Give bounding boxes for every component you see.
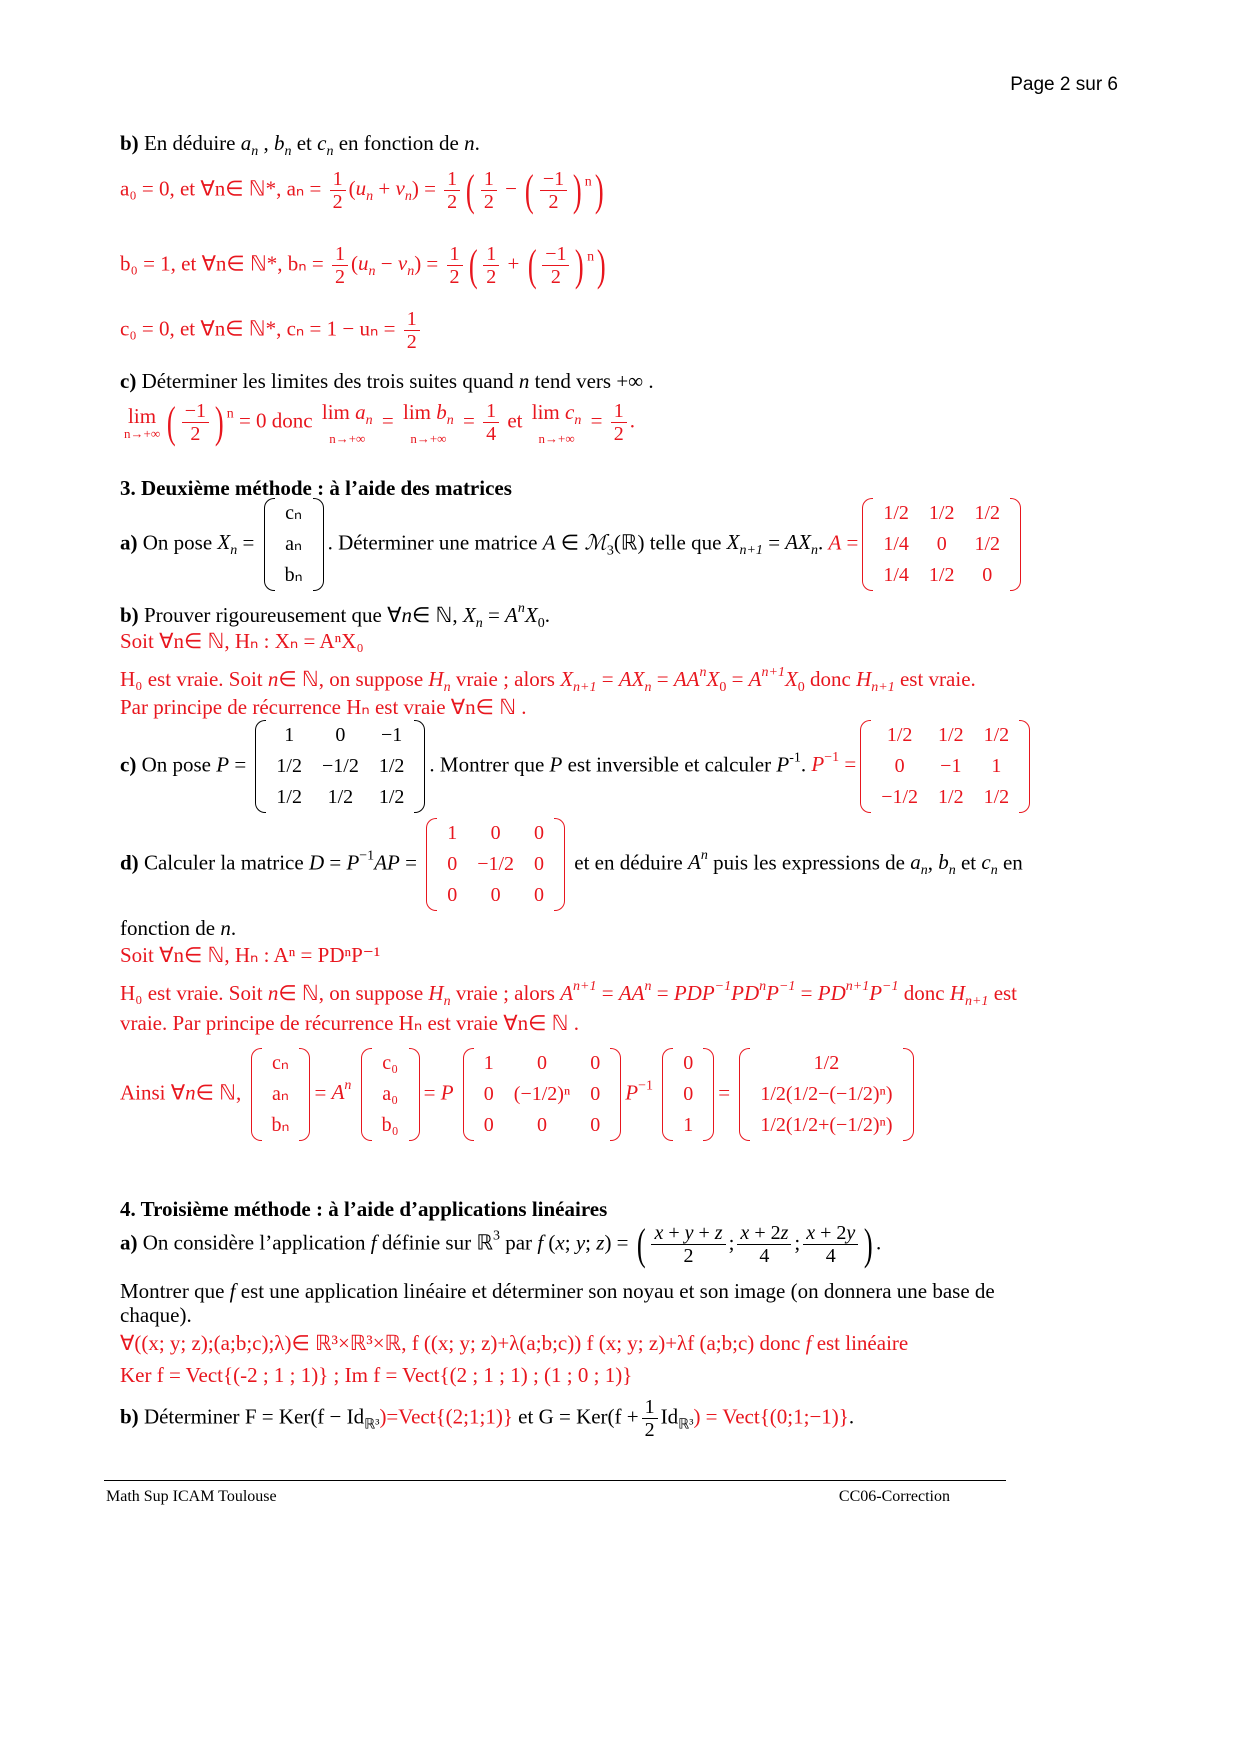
answer-4a-linearity: ∀((x; y; z);(a;b;c);λ)∈ ℝ³×ℝ³×ℝ, f ((x; y; z)+λ(a;b;c)) f (x; y; z)+λf (a;b;c) donc f est linéaire [120,1331,909,1355]
matrix-D-cell: 0 [447,884,458,906]
vector-e3-cell: 1 [683,1114,694,1136]
proof-3b-hypothesis: Soit ∀n∈ ℕ, Hₙ : Xₙ = AⁿX₀ [120,629,364,653]
proof-3d-conclusion: vraie. Par principe de récurrence Hₙ est vraie ∀n∈ ℕ . [120,1011,579,1035]
proof-3d-step: H₀ est vraie. Soit n∈ ℕ, on suppose $H_n$ vraie ; alors $A^{n+1} = AA^n = PDP^{-1}PD^nP^{-1} = PD^{n+1}P^{-1}$ donc $H_{n+1}$ est [120,979,1018,1009]
matrix-Dn-cell: 0 [537,1052,548,1074]
matrix-Dn-cell: 0 [537,1114,548,1136]
question-3b: b) Prouver rigoureusement que ∀n∈ ℕ, $X_n = A^nX_0$. [120,601,550,631]
matrix-P-inverse [860,720,1030,813]
matrix-Xn [264,498,324,591]
matrix-A-cell: 1/2 [974,533,1001,555]
question-3c: c) On pose P = 1 0 −1 1/2 −1/2 1/2 1/2 1/2 1/2 . Montrer que P est inversible et calculer $P^{-1}$. $P^{-1}$ = 1/2 1/2 1/2 0 −1 1 −1/2 1/2 1/2 [120,720,1034,813]
matrix-P-inverse-cell: −1 [940,755,962,777]
footer-rule [104,1480,1006,1481]
footer-right: CC06-Correction [838,1488,950,1505]
matrix-A-cell: 1/2 [928,564,955,586]
matrix-P-cell: 1 [284,724,295,746]
matrix-P-cell: 1/2 [378,786,405,808]
answer-cn: c₀ = 0, et ∀n∈ ℕ*, cₙ = 1 − uₙ = $\frac{1}{2}$ [120,308,423,353]
vector-result-cell: 1/2(1/2+(−1/2)ⁿ) [760,1114,893,1136]
question-4a: a) On considère l’application f définie sur ℝ$^3$ par f (x; y; z) = ( $\frac{x + y + z}{2}$ ; $\frac{x + 2z}{4}$ ; $\frac{x + 2y}{4}$ ) . [120,1219,882,1269]
matrix-A-cell: 0 [982,564,993,586]
vector-X0 [361,1048,420,1141]
matrix-D [426,818,565,911]
matrix-P-cell: 1/2 [276,755,302,777]
vector-X0-cell: c₀ [382,1052,399,1074]
matrix-P-cell: 0 [335,724,346,746]
vector-Xn-cell: aₙ [272,1083,289,1105]
matrix-A-cell: 1/2 [883,502,909,524]
matrix-A-cell: 1/2 [974,502,1001,524]
answer-bn: b₀ = 1, et ∀n∈ ℕ*, bₙ = $\frac{1}{2}$ $(u_n - v_n)$ = $\frac{1}{2}$ ( $\frac{1}{2}$ + ( $\frac{-1}{2}$ ) $^n$) [120,240,606,290]
matrix-D-cell: −1/2 [477,853,515,875]
vector-e3-cell: 0 [683,1052,694,1074]
matrix-A-cell: 0 [936,533,947,555]
question-3a: a) On pose $X_n$ = cₙ aₙ bₙ . Déterminer une matrice A ∈ ℳ$_3$(ℝ) telle que $X_{n+1} = AX_n$. A = 1/2 1/2 1/2 1/4 0 1/2 1/4 1/2 0 [120,498,1025,591]
matrix-P-inverse-cell: 1/2 [983,786,1010,808]
vector-Xn-cell: bₙ [271,1114,290,1136]
page-number: Page 2 sur 6 [1010,74,1118,95]
vector-result [739,1048,913,1141]
answer-an: a₀ = 0, et ∀n∈ ℕ*, aₙ = $\frac{1}{2}$ $(u_n + v_n)$ = $\frac{1}{2}$ ( $\frac{1}{2}$ − ( $\frac{-1}{2}$ ) $^n$) [120,165,604,215]
matrix-Xn-cell: bₙ [284,564,303,586]
matrix-Dn [463,1048,621,1141]
matrix-D-cell: 0 [534,853,545,875]
matrix-Dn-cell: 0 [590,1083,601,1105]
matrix-D-cell: 0 [447,853,458,875]
matrix-A [862,498,1021,591]
matrix-D-cell: 0 [534,822,545,844]
matrix-P [255,720,425,813]
matrix-D-cell: 0 [490,822,501,844]
question-4a-text: Montrer que f est une application linéaire et déterminer son noyau et son image (on donnera une base de [120,1279,995,1303]
question-2b: b) En déduire $a_n$ , $b_n$ et $c_n$ en fonction de n. [120,131,480,159]
matrix-P-inverse-cell: −1/2 [881,786,919,808]
matrix-Xn-cell: cₙ [285,502,302,524]
matrix-P-cell: −1/2 [321,755,359,777]
footer-left: Math Sup ICAM Toulouse [106,1488,277,1505]
matrix-P-inverse-cell: 1/2 [938,724,964,746]
matrix-Dn-cell: 1 [483,1052,494,1074]
matrix-Dn-cell: 0 [590,1052,601,1074]
matrix-A-cell: 1/4 [883,564,909,586]
proof-3d-hypothesis: Soit ∀n∈ ℕ, Hₙ : Aⁿ = PDⁿP⁻¹ [120,943,381,967]
answer-limits: lim n→+∞ ( $\frac{-1}{2}$ ) $^n$ = 0 donc $\lim a_n$ n→+∞ = $\lim b_n$ n→+∞ = $\frac{1}{4}$ et $\lim c_n$ n→+∞ = $\frac{1}{2}$ . [124,397,635,447]
matrix-A-cell: 1/4 [883,533,909,555]
matrix-Dn-cell: 0 [483,1114,494,1136]
matrix-A-cell: 1/2 [928,502,955,524]
vector-result-cell: 1/2 [813,1052,840,1074]
question-3d-cont: fonction de n. [120,916,237,940]
matrix-Dn-cell: (−1/2)ⁿ [513,1083,571,1105]
matrix-P-cell: 1/2 [327,786,354,808]
matrix-P-inverse-cell: 0 [894,755,905,777]
matrix-P-cell: 1/2 [378,755,405,777]
vector-Xn [251,1048,311,1141]
matrix-P-inverse-cell: 1/2 [938,786,964,808]
proof-3b-step: H₀ est vraie. Soit n∈ ℕ, on suppose $H_n$ vraie ; alors $X_{n+1} = AX_n = AA^nX_0 = A^{n+1}X_0$ donc $H_{n+1}$ est vraie. [120,665,976,695]
section-3-title: 3. Deuxième méthode : à l’aide des matrices [120,476,512,500]
vector-e3-cell: 0 [683,1083,694,1105]
matrix-P-inverse-cell: 1/2 [886,724,913,746]
matrix-Xn-cell: aₙ [285,533,302,555]
matrix-P-inverse-cell: 1/2 [983,724,1010,746]
vector-X0-cell: a₀ [382,1083,399,1105]
answer-3d-final: Ainsi ∀n∈ ℕ, cₙ aₙ bₙ = $A^n$ c₀ a₀ b₀ = P 1 0 0 0 (−1/2)ⁿ 0 0 0 0 $P^{-1}$ 0 0 1 = 1/2 1/2(1/2−(−1/2)ⁿ) 1/2(1/2+(−1/2)ⁿ) [120,1048,918,1141]
matrix-P-cell: 1/2 [276,786,302,808]
matrix-D-cell: 0 [534,884,545,906]
vector-Xn-cell: cₙ [272,1052,289,1074]
question-3d: d) Calculer la matrice $D = P^{-1}AP$ = 1 0 0 0 −1/2 0 0 0 0 et en déduire $A^n$ puis les expressions de $a_n$, $b_n$ et $c_n$ en [120,818,1023,911]
question-4a-text-cont: chaque). [120,1303,192,1327]
matrix-P-inverse-cell: 1 [991,755,1002,777]
matrix-D-cell: 0 [490,884,501,906]
vector-result-cell: 1/2(1/2−(−1/2)ⁿ) [760,1083,893,1105]
question-2c: c) Déterminer les limites des trois suites quand n tend vers +∞ . [120,369,654,393]
section-4-title: 4. Troisième méthode : à l’aide d’applications linéaires [120,1197,608,1221]
vector-X0-cell: b₀ [381,1114,399,1136]
answer-4a-ker-im: Ker f = Vect{(-2 ; 1 ; 1)} ; Im f = Vect{(2 ; 1 ; 1) ; (1 ; 0 ; 1)} [120,1363,633,1387]
matrix-P-cell: −1 [380,724,403,746]
matrix-Dn-cell: 0 [483,1083,494,1105]
proof-3b-conclusion: Par principe de récurrence Hₙ est vraie ∀n∈ ℕ . [120,695,527,719]
question-4b: b) Déterminer $F = Ker(f - Id_{ℝ^3})=Vect\{(2;1;1)\}$ et G = Ker(f + $\frac{1}{2}$ $Id_{ℝ^3}$) = Vect{(0;1;−1)}. [120,1396,855,1441]
matrix-Dn-cell: 0 [590,1114,601,1136]
vector-e3 [662,1048,714,1141]
matrix-D-cell: 1 [447,822,458,844]
